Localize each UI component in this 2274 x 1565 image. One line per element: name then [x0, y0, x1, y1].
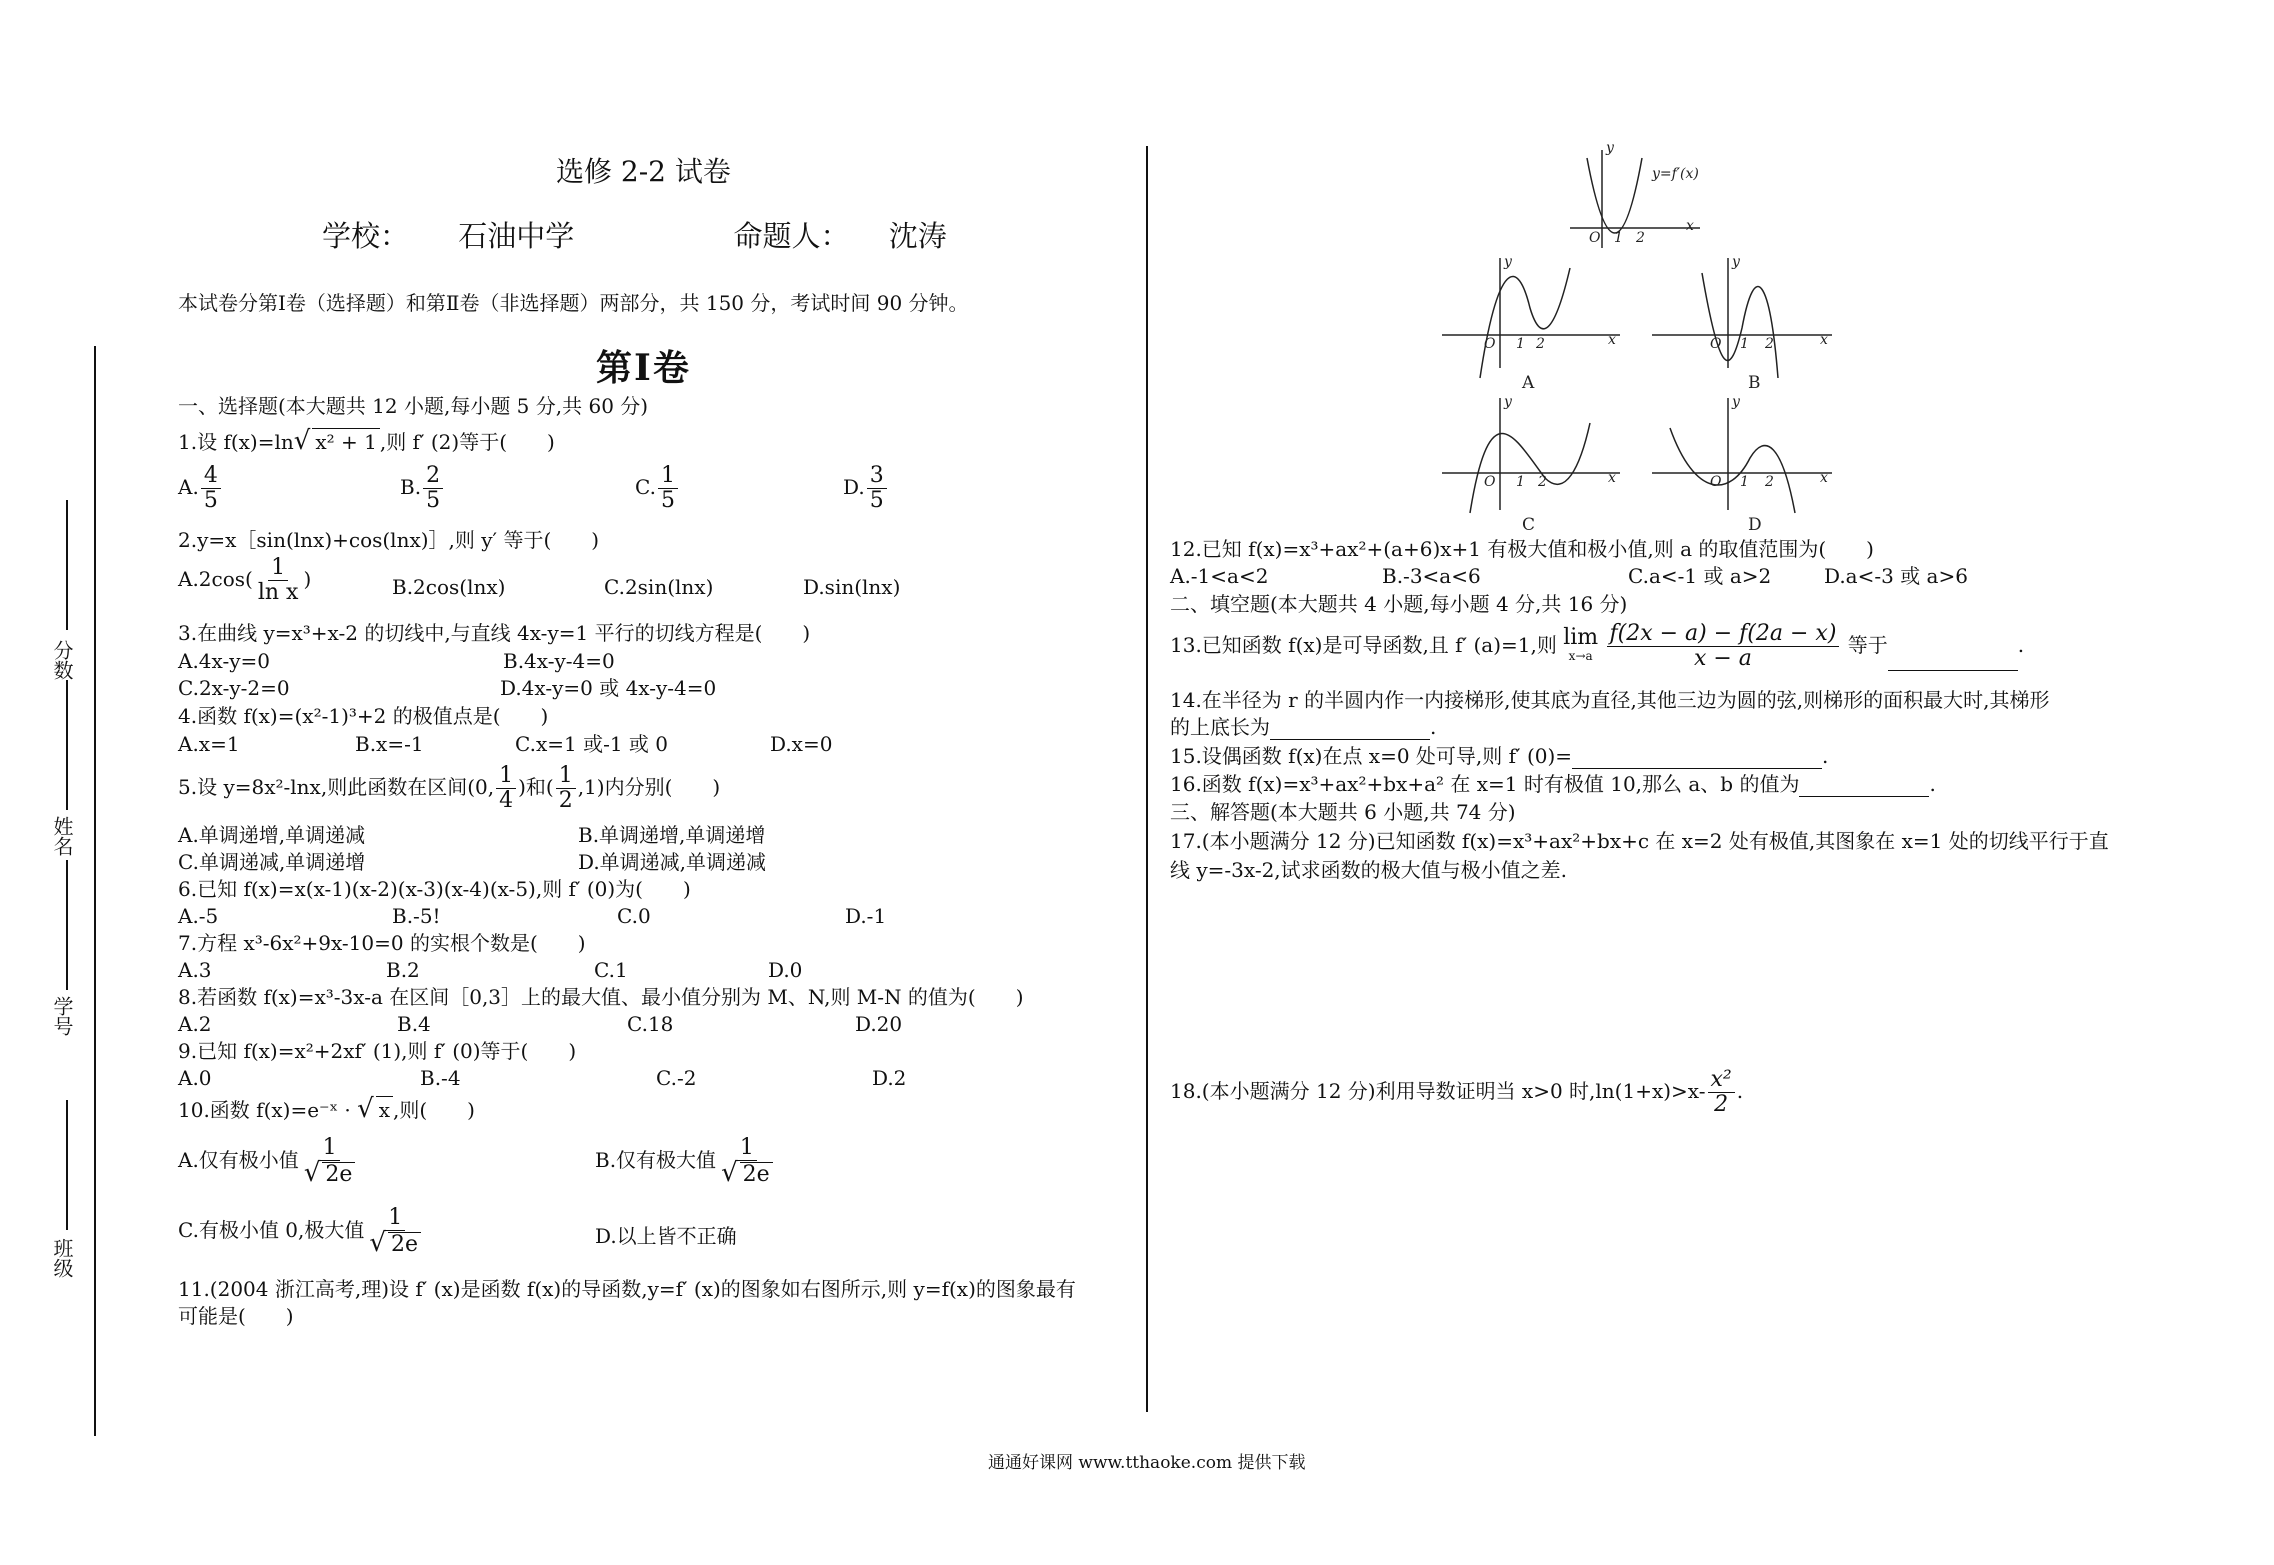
svg-text:2: 2: [1538, 474, 1547, 490]
q10-option-a: A.仅有极小值 $\frac{1}{√ 2e}$: [178, 1136, 360, 1187]
q4-option-c: C.x=1 或-1 或 0: [515, 732, 668, 756]
svg-text:O: O: [1484, 336, 1496, 352]
q6-option-b: B.-5!: [392, 904, 441, 928]
q7-option-b: B.2: [386, 958, 420, 982]
q14-answer-blank[interactable]: [1270, 739, 1430, 740]
svg-text:2: 2: [1765, 474, 1774, 490]
graph-d-label: D: [1748, 515, 1762, 535]
q5-option-b: B.单调递增,单调递增: [578, 823, 766, 847]
q6-option-d: D.-1: [845, 904, 887, 928]
q12-stem: 12.已知 f(x)=x³+ax²+(a+6)x+1 有极大值和极小值,则 a 的取值范围为( ): [1170, 537, 1874, 561]
section-3-heading: 三、解答题(本大题共 6 小题,共 74 分): [1170, 800, 1516, 824]
q13-stem: 13.已知函数 f(x)是可导函数,且 f′ (a)=1,则 lim x→a $\frac{f(2x - a) - f(2a - x)}{x - a}$ 等于 .: [1170, 621, 2025, 671]
q3-option-c: C.2x-y-2=0: [178, 676, 290, 700]
q1-option-d: D. $\frac{3}{5}$: [843, 464, 889, 513]
footer-text: 通通好课网 www.tthaoke.com 提供下载: [988, 1453, 1306, 1473]
svg-text:O: O: [1484, 474, 1496, 490]
svg-text:1: 1: [1516, 474, 1525, 490]
q6-option-a: A.-5: [178, 904, 219, 928]
graph-c-curve: [1470, 423, 1590, 513]
q2-option-d: D.sin(lnx): [803, 575, 901, 599]
volume-heading: 第Ⅰ卷: [596, 347, 691, 389]
svg-text:2: 2: [1765, 336, 1774, 352]
q9-stem: 9.已知 f(x)=x²+2xf′ (1),则 f′ (0)等于( ): [178, 1039, 577, 1063]
intro-text: 本试卷分第Ⅰ卷（选择题）和第Ⅱ卷（非选择题）两部分，共 150 分，考试时间 90 分钟。: [178, 291, 969, 315]
page-title: 选修 2-2 试卷: [556, 155, 731, 188]
q17-line-1: 17.(本小题满分 12 分)已知函数 f(x)=x³+ax²+bx+c 在 x=2 处有极值,其图象在 x=1 处的切线平行于直: [1170, 829, 2109, 853]
q1-option-c: C. $\frac{1}{5}$: [635, 464, 680, 513]
q12-option-c: C.a<-1 或 a>2: [1628, 564, 1772, 588]
q2-stem: 2.y=x［sin(lnx)+cos(lnx)］,则 y′ 等于( ): [178, 528, 600, 552]
fprime-y-label: y: [1606, 140, 1614, 156]
q4-option-b: B.x=-1: [355, 732, 424, 756]
q1-stem: 1.设 f(x)=ln√ x² + 1 ,则 f′ (2)等于( ): [178, 426, 555, 456]
q9-option-a: A.0: [178, 1066, 212, 1090]
q15-answer-blank[interactable]: [1572, 768, 1822, 769]
fprime-one: 1: [1614, 230, 1623, 246]
q9-option-c: C.-2: [656, 1066, 697, 1090]
school-line: [322, 214, 947, 255]
q8-option-b: B.4: [397, 1012, 431, 1036]
binding-line: [94, 346, 96, 1436]
class-label: 班级: [50, 1238, 74, 1278]
svg-text:x: x: [1820, 470, 1828, 486]
q12-option-a: A.-1<a<2: [1170, 564, 1269, 588]
svg-text:x: x: [1608, 332, 1616, 348]
q18-stem: 18.(本小题满分 12 分)利用导数证明当 x>0 时,ln(1+x)>x- $\frac{\text{x²}}{2}$ .: [1170, 1067, 1744, 1117]
id-blank: [66, 860, 68, 990]
q10-option-c: C.有极小值 0,极大值 $\frac{1}{√ 2e}$: [178, 1206, 426, 1257]
q2-option-a: A.2cos( $\frac{1}{\text{ln x}}$ ): [178, 555, 312, 605]
author-label: 命题人：: [733, 219, 850, 253]
graph-a-label: A: [1522, 373, 1535, 393]
q14-line-2: 的上底长为 .: [1170, 715, 1437, 739]
svg-text:O: O: [1710, 474, 1722, 490]
section-1-heading: 一、选择题(本大题共 12 小题,每小题 5 分,共 60 分): [178, 394, 649, 418]
column-divider: [1146, 146, 1148, 1412]
q11-line-1: 11.(2004 浙江高考,理)设 f′ (x)是函数 f(x)的导函数,y=f′ (x)的图象如右图所示,则 y=f(x)的图象最有: [178, 1277, 1076, 1301]
q5-option-d: D.单调递减,单调递减: [578, 850, 767, 874]
q11-graphs: [1430, 138, 1850, 540]
q11-line-2: 可能是( ): [178, 1304, 294, 1328]
q16-answer-blank[interactable]: [1799, 796, 1929, 797]
school-label: 学校：: [322, 219, 410, 253]
q17-line-2: 线 y=-3x-2,试求函数的极大值与极小值之差.: [1170, 858, 1568, 882]
school-name: 石油中学: [458, 219, 575, 253]
q12-option-b: B.-3<a<6: [1382, 564, 1481, 588]
q6-stem: 6.已知 f(x)=x(x-1)(x-2)(x-3)(x-4)(x-5),则 f′ (0)为( ): [178, 877, 691, 901]
section-2-heading: 二、填空题(本大题共 4 小题,每小题 4 分,共 16 分): [1170, 592, 1628, 616]
q15-stem: 15.设偶函数 f(x)在点 x=0 处可导,则 f′ (0)= .: [1170, 744, 1829, 768]
q10-stem: 10.函数 f(x)=e⁻ˣ · √ x ,则( ): [178, 1094, 475, 1124]
q3-stem: 3.在曲线 y=x³+x-2 的切线中,与直线 4x-y=1 平行的切线方程是( ): [178, 621, 811, 645]
name-blank: [66, 680, 68, 810]
score-blank: [66, 500, 68, 630]
svg-text:1: 1: [1740, 336, 1749, 352]
fprime-two: 2: [1636, 230, 1645, 246]
graph-a-curve: [1480, 268, 1570, 378]
graph-c-label: C: [1522, 515, 1536, 535]
q9-option-b: B.-4: [420, 1066, 461, 1090]
q8-option-a: A.2: [178, 1012, 212, 1036]
graph-b-label: B: [1748, 373, 1761, 393]
q1-option-a: A. $\frac{4}{5}$: [178, 464, 223, 513]
q8-option-c: C.18: [627, 1012, 674, 1036]
q5-stem: 5.设 y=8x²-lnx,则此函数在区间(0, $\frac{1}{4}$ )和( $\frac{1}{2}$ ,1)内分别( ): [178, 763, 721, 813]
svg-text:y: y: [1732, 394, 1740, 410]
fprime-label: y=f′(x): [1652, 166, 1699, 182]
q10-option-d: D.以上皆不正确: [595, 1224, 737, 1248]
q12-option-d: D.a<-3 或 a>6: [1824, 564, 1968, 588]
q10-option-b: B.仅有极大值 $\frac{1}{√ 2e}$: [595, 1136, 778, 1187]
q4-option-d: D.x=0: [770, 732, 833, 756]
svg-text:1: 1: [1516, 336, 1525, 352]
q7-option-c: C.1: [594, 958, 628, 982]
q6-option-c: C.0: [617, 904, 651, 928]
q16-stem: 16.函数 f(x)=x³+ax²+bx+a² 在 x=1 时有极值 10,那么 a、b 的值为 .: [1170, 772, 1936, 796]
svg-text:y: y: [1504, 254, 1512, 270]
svg-text:y: y: [1732, 254, 1740, 270]
svg-text:x: x: [1820, 332, 1828, 348]
q8-option-d: D.20: [855, 1012, 903, 1036]
svg-text:y: y: [1504, 394, 1512, 410]
class-blank: [66, 1100, 68, 1230]
q7-option-d: D.0: [768, 958, 803, 982]
q8-stem: 8.若函数 f(x)=x³-3x-a 在区间［0,3］上的最大值、最小值分别为 M、N,则 M-N 的值为( ): [178, 985, 1024, 1009]
q3-option-d: D.4x-y=0 或 4x-y-4=0: [500, 676, 717, 700]
name-label: 姓名: [50, 816, 74, 856]
q4-stem: 4.函数 f(x)=(x²-1)³+2 的极值点是( ): [178, 704, 549, 728]
q1-option-b: B. $\frac{2}{5}$: [400, 464, 445, 513]
author-name: 沈涛: [888, 219, 947, 253]
svg-text:x: x: [1608, 470, 1616, 486]
svg-text:O: O: [1710, 336, 1722, 352]
svg-text:1: 1: [1740, 474, 1749, 490]
q14-line-1: 14.在半径为 r 的半圆内作一内接梯形,使其底为直径,其他三边为圆的弦,则梯形的面积最大时,其梯形: [1170, 688, 2050, 712]
fprime-x-label: x: [1686, 218, 1694, 234]
q7-stem: 7.方程 x³-6x²+9x-10=0 的实根个数是( ): [178, 931, 586, 955]
q2-option-b: B.2cos(lnx): [392, 575, 506, 599]
q3-option-b: B.4x-y-4=0: [503, 649, 615, 673]
q9-option-d: D.2: [872, 1066, 907, 1090]
fprime-curve: [1587, 158, 1642, 233]
q3-option-a: A.4x-y=0: [178, 649, 270, 673]
q13-answer-blank[interactable]: [1888, 670, 2018, 671]
fprime-origin: O: [1589, 230, 1601, 246]
id-label: 学号: [50, 996, 74, 1036]
q2-option-c: C.2sin(lnx): [604, 575, 714, 599]
q4-option-a: A.x=1: [178, 732, 240, 756]
graph-d-curve: [1670, 428, 1795, 513]
q5-option-a: A.单调递增,单调递减: [178, 823, 366, 847]
q5-option-c: C.单调递减,单调递增: [178, 850, 366, 874]
graph-b-curve: [1702, 273, 1778, 378]
q7-option-a: A.3: [178, 958, 212, 982]
svg-text:2: 2: [1536, 336, 1545, 352]
score-label: 分数: [50, 640, 74, 680]
